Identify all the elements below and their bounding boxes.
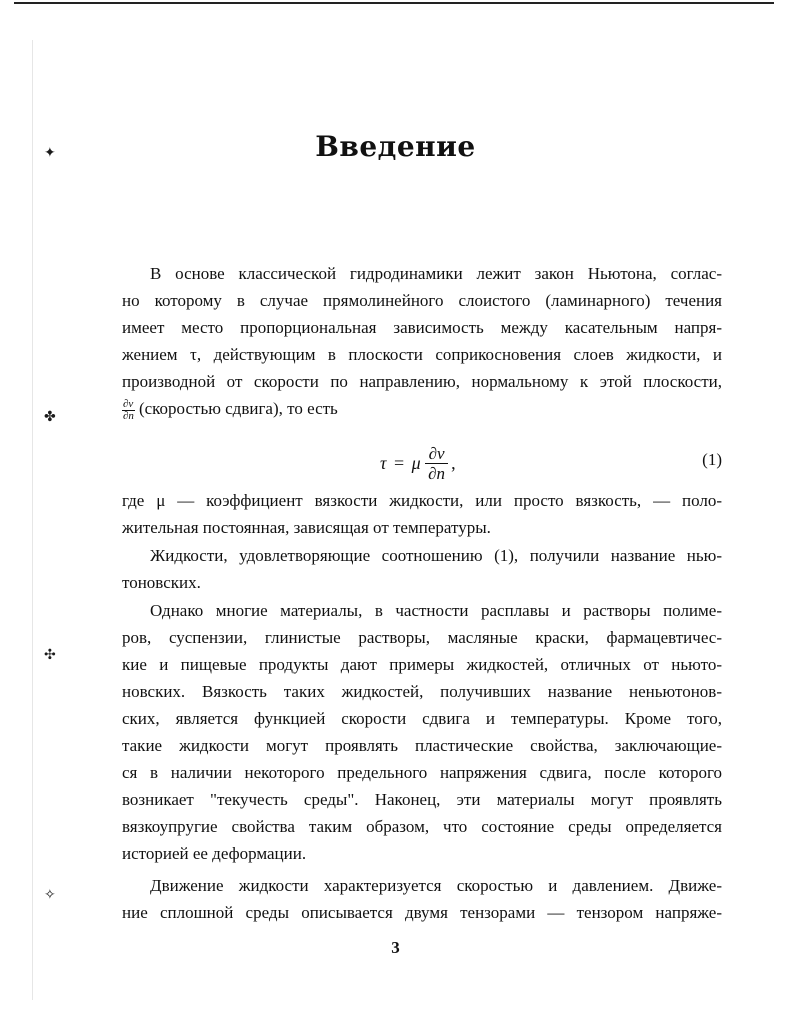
text-line: Однако многие материалы, в частности расплавы и растворы полиме-	[150, 601, 722, 620]
equation-equals: =	[393, 453, 405, 473]
equation-numerator: ∂v	[425, 444, 448, 464]
scan-edge-shadow	[32, 40, 33, 1000]
text-line: производной от скорости по направлению, нормальному к этой плоскости,	[122, 372, 722, 391]
text-line: жением τ, действующим в плоскости соприкосновения слоев жидкости, и	[122, 345, 722, 364]
top-border-line	[14, 2, 774, 4]
paragraph-newton-law	[122, 260, 722, 422]
chapter-title: Введение	[315, 130, 476, 163]
text-line: новских. Вязкость таких жидкостей, получивших название неньютонов-	[122, 682, 722, 701]
page-number: 3	[391, 938, 400, 957]
paragraph-fluid-motion	[122, 872, 722, 926]
text-line: ров, суспензии, глинистые растворы, масляные краски, фармацевтичес-	[122, 628, 722, 647]
text-line: но которому в случае прямолинейного слоистого (ламинарного) течения	[122, 291, 722, 310]
fraction-denominator: ∂n	[123, 409, 134, 422]
text-line: возникает "текучесть среды". Наконец, эти материалы могут проявлять	[122, 790, 722, 809]
scan-speck-mark: ✣	[44, 647, 56, 663]
text-line: такие жидкости могут проявлять пластические свойства, заключающие-	[122, 736, 722, 755]
equation-fraction	[425, 444, 448, 483]
fraction-numerator: ∂v	[123, 397, 134, 410]
text-line-with-fraction	[122, 395, 722, 422]
equation-coefficient: μ	[411, 453, 421, 473]
text-line-rest: (скоростью сдвига), то есть	[138, 399, 338, 418]
text-line: историей ее деформации.	[122, 844, 307, 863]
scan-speck-mark: ✤	[44, 409, 56, 425]
text-line: тоновских.	[122, 573, 201, 592]
text-line: ских, является функцией скорости сдвига и температуры. Кроме того,	[122, 709, 722, 728]
display-equation	[122, 438, 722, 482]
text-line: В основе классической гидродинамики лежит закон Ньютона, соглас-	[150, 264, 722, 283]
text-line: Жидкости, удовлетворяющие соотношению (1), получили название нью-	[150, 546, 722, 565]
text-line: ние сплошной среды описывается двумя тензорами — тензором напряже-	[122, 903, 722, 922]
equation-number: (1)	[702, 450, 722, 469]
text-line: где μ — коэффициент вязкости жидкости, или просто вязкость, — поло-	[122, 491, 722, 510]
paragraph-viscosity	[122, 487, 722, 541]
equation-denominator: ∂n	[428, 464, 446, 483]
text-line: кие и пищевые продукты дают примеры жидкостей, отличных от ньюто-	[122, 655, 722, 674]
paragraph-newtonian	[122, 542, 722, 596]
scan-speck-mark: ✧	[44, 887, 56, 903]
text-line: имеет место пропорциональная зависимость между касательным напря-	[122, 318, 722, 337]
inline-derivative-fraction	[122, 399, 135, 422]
equation-trailing-comma: ,	[451, 453, 456, 473]
text-line: вязкоупругие свойства таким образом, что состояние среды определяется	[122, 817, 722, 836]
text-line: жительная постоянная, зависящая от температуры.	[122, 518, 491, 537]
paragraph-non-newtonian	[122, 597, 722, 867]
text-line: Движение жидкости характеризуется скоростью и давлением. Движе-	[150, 876, 722, 895]
equation-body	[380, 444, 459, 483]
scan-speck-mark: ✦	[44, 145, 56, 161]
equation-lhs: τ	[380, 453, 387, 473]
text-line: ся в наличии некоторого предельного напряжения сдвига, после которого	[122, 763, 722, 782]
